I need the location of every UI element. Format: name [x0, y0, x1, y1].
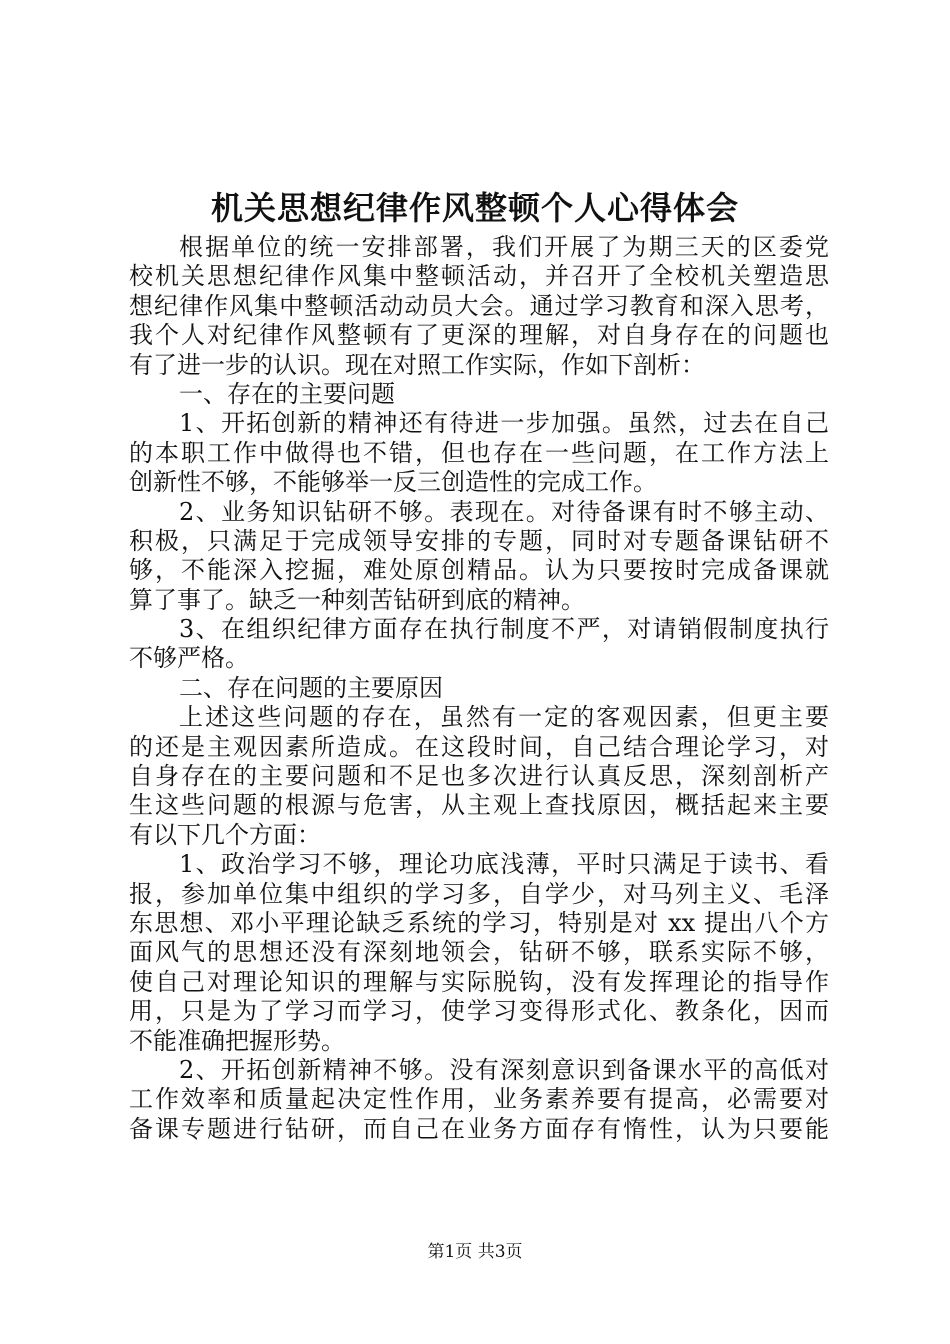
body-text-line: 有以下几个方面： — [129, 820, 321, 849]
body-text-line: 的本职工作中做得也不错，但也存在一些问题，在工作方法上 — [129, 438, 829, 467]
body-text-line: 上述这些问题的存在，虽然有一定的客观因素，但更主要 — [179, 703, 829, 732]
body-text-line: 想纪律作风集中整顿活动动员大会。通过学习教育和深入思考， — [129, 291, 829, 320]
body-text-line: 面风气的思想还没有深刻地领会，钻研不够，联系实际不够， — [129, 938, 829, 967]
body-text-line: 备课专题进行钻研，而自己在业务方面存有惰性，认为只要能 — [129, 1114, 829, 1143]
body-text-line: 够，不能深入挖掘，难处原创精品。认为只要按时完成备课就 — [129, 556, 829, 585]
body-text-line: 使自己对理论知识的理解与实际脱钩，没有发挥理论的指导作 — [129, 967, 829, 996]
body-text-line: 工作效率和质量起决定性作用，业务素养要有提高，必需要对 — [129, 1085, 829, 1114]
body-text-line: 2、开拓创新精神不够。没有深刻意识到备课水平的高低对 — [179, 1055, 829, 1084]
body-text-line: 算了事了。缺乏一种刻苦钻研到底的精神。 — [129, 585, 585, 614]
body-text-line: 1、开拓创新的精神还有待进一步加强。虽然，过去在自己 — [179, 409, 829, 438]
document-body — [129, 233, 829, 1144]
body-text-line: 我个人对纪律作风整顿有了更深的理解，对自身存在的问题也 — [129, 321, 829, 350]
body-text-line: 有了进一步的认识。现在对照工作实际，作如下剖析： — [129, 350, 705, 379]
body-text-line: 用，只是为了学习而学习，使学习变得形式化、教条化，因而 — [129, 997, 829, 1026]
body-text-line: 不能准确把握形势。 — [129, 1026, 345, 1055]
body-text-line: 报，参加单位集中组织的学习多，自学少，对马列主义、毛泽 — [129, 879, 829, 908]
body-text-line: 一、存在的主要问题 — [179, 379, 395, 408]
page-footer: 第1页 共3页 — [427, 1242, 523, 1262]
body-text-line: 的还是主观因素所造成。在这段时间，自己结合理论学习，对 — [129, 732, 829, 761]
body-text-line: 1、政治学习不够，理论功底浅薄，平时只满足于读书、看 — [179, 850, 829, 879]
body-text-line: 2、业务知识钻研不够。表现在。对待备课有时不够主动、 — [179, 497, 829, 526]
body-text-line: 积极，只满足于完成领导安排的专题，同时对专题备课钻研不 — [129, 526, 829, 555]
body-text-line: 校机关思想纪律作风集中整顿活动，并召开了全校机关塑造思 — [129, 262, 829, 291]
body-text-line: 生这些问题的根源与危害，从主观上查找原因，概括起来主要 — [129, 791, 829, 820]
body-text-line: 3、在组织纪律方面存在执行制度不严，对请销假制度执行 — [179, 615, 829, 644]
body-text-line: 东思想、邓小平理论缺乏系统的学习，特别是对 xx 提出八个方 — [129, 908, 829, 937]
document-title: 机关思想纪律作风整顿个人心得体会 — [210, 189, 739, 227]
body-text-line: 不够严格。 — [129, 644, 249, 673]
body-text-line: 二、存在问题的主要原因 — [179, 673, 443, 702]
body-text-line: 创新性不够，不能够举一反三创造性的完成工作。 — [129, 468, 657, 497]
body-text-line: 自身存在的主要问题和不足也多次进行认真反思，深刻剖析产 — [129, 762, 829, 791]
body-text-line: 根据单位的统一安排部署，我们开展了为期三天的区委党 — [179, 233, 829, 261]
